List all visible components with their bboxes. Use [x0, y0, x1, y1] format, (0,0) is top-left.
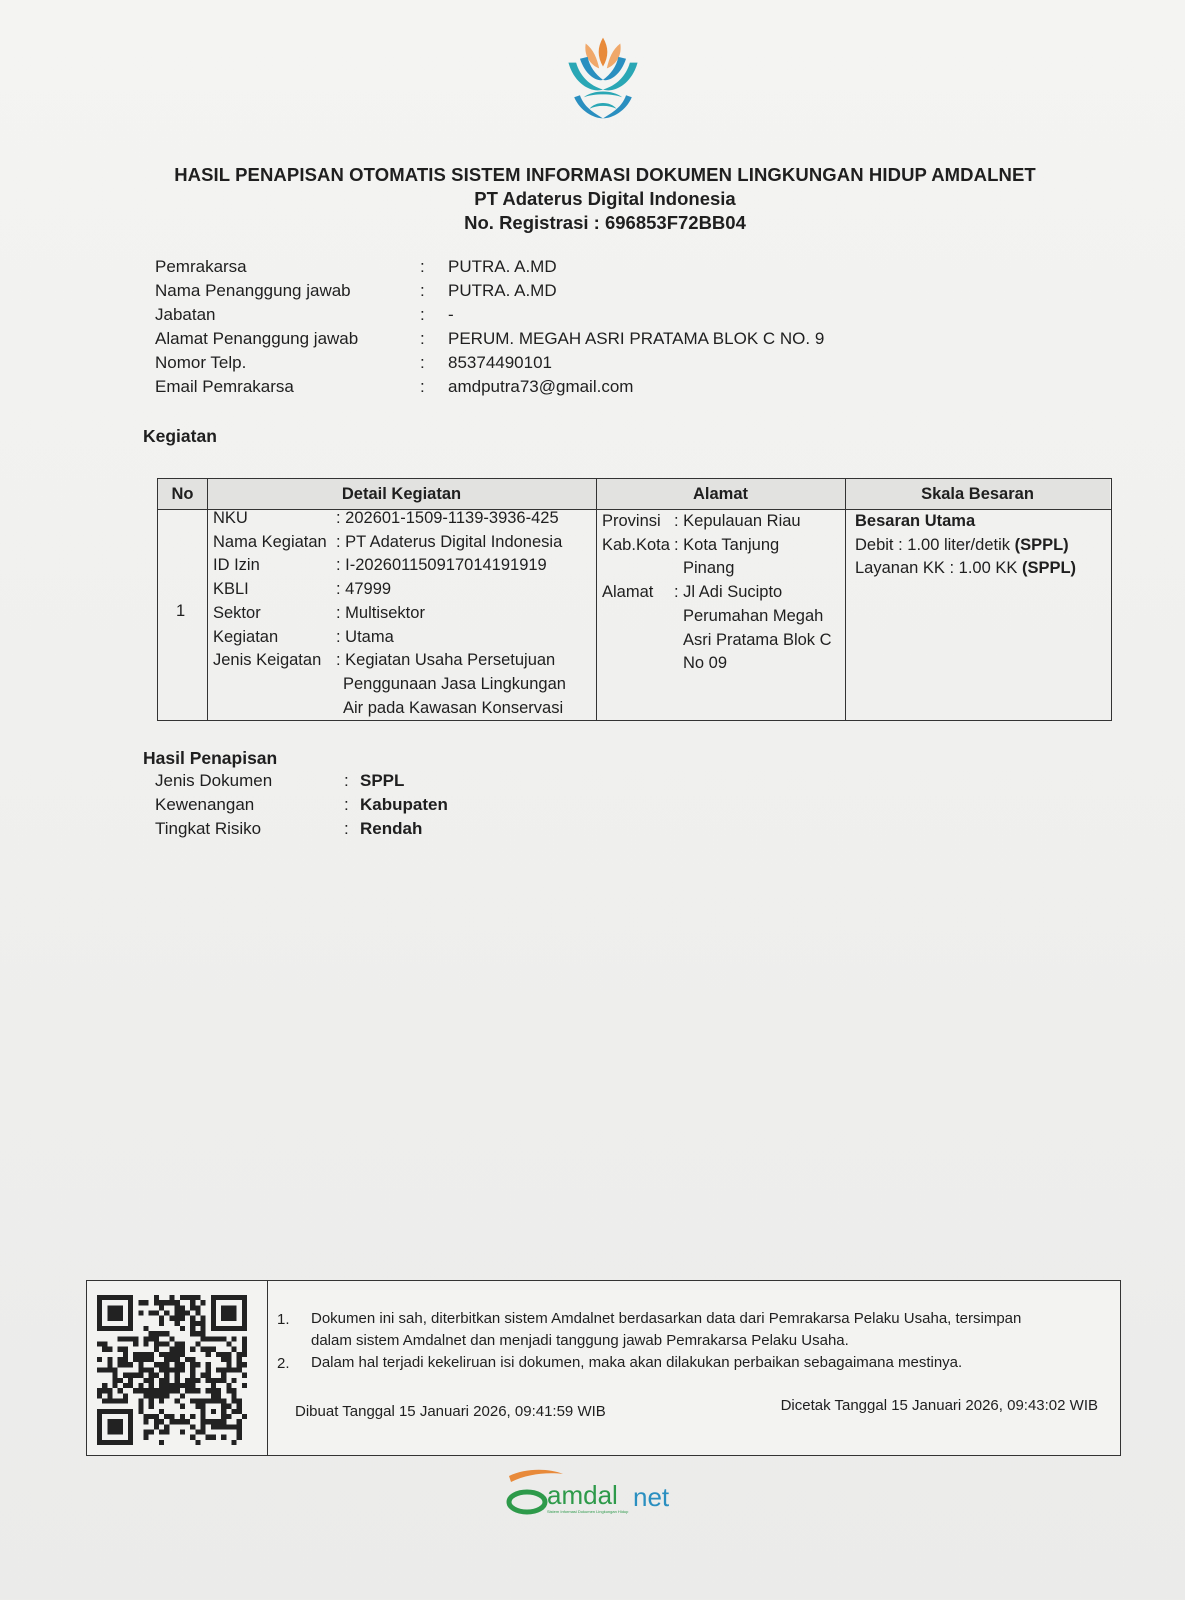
skala-debit — [855, 534, 1069, 558]
hasil-label: Jenis Dokumen — [155, 771, 273, 790]
table-divider — [845, 479, 846, 720]
info-colon: : — [420, 353, 425, 372]
kegiatan-table — [157, 478, 1112, 721]
hasil-value: Kabupaten — [360, 795, 448, 814]
skala-debit-tag: (SPPL) — [1014, 535, 1069, 554]
alamat-value-continued: Asri Pratama Blok C — [683, 630, 832, 649]
detail-label: Sektor — [213, 603, 261, 622]
info-colon: : — [420, 281, 425, 300]
info-value: 85374490101 — [448, 353, 553, 372]
detail-value: : 202601-1509-1139-3936-425 — [336, 509, 559, 527]
alamat-label: Alamat — [602, 583, 654, 602]
document-title: HASIL PENAPISAN OTOMATIS SISTEM INFORMASI DOKUMEN LINGKUNGAN HIDUP AMDALNET — [174, 164, 1036, 185]
info-colon: : — [420, 377, 425, 396]
alamat-label: Kab.Kota — [602, 535, 670, 554]
hasil-colon: : — [344, 795, 349, 814]
skala-title: Besaran Utama — [855, 512, 976, 530]
table-divider — [207, 479, 208, 720]
footer-divider — [267, 1281, 268, 1455]
alamat-value: : Kepulauan Riau — [674, 512, 801, 530]
alamat-value-continued: No 09 — [683, 654, 728, 673]
footer-validation-box — [86, 1280, 1121, 1456]
detail-value-continued: Penggunaan Jasa Lingkungan — [343, 674, 566, 693]
note-line: dalam sistem Amdalnet dan menjadi tanggung jawab Pemrakarsa Pelaku Usaha. — [311, 1332, 849, 1349]
skala-debit-text: Debit : 1.00 liter/detik — [855, 535, 1015, 554]
info-colon: : — [420, 257, 425, 276]
info-label: Alamat Penanggung jawab — [155, 329, 359, 348]
note-number: 1. — [277, 1311, 290, 1328]
brand-tagline: Sistem Informasi Dokumen Lingkungan Hidup — [547, 1509, 629, 1514]
hasil-value: SPPL — [360, 771, 405, 790]
hasil-heading: Hasil Penapisan — [143, 748, 278, 768]
hasil-value: Rendah — [360, 819, 423, 838]
qr-code-icon — [97, 1295, 247, 1445]
hasil-colon: : — [344, 771, 349, 790]
info-colon: : — [420, 329, 425, 348]
info-label: Jabatan — [155, 305, 216, 324]
kegiatan-heading: Kegiatan — [143, 426, 217, 446]
detail-value: : I-20260115091701419191​9 — [336, 556, 547, 575]
info-label: Pemrakarsa — [155, 257, 247, 276]
detail-label: NKU — [213, 509, 248, 527]
detail-value: : PT Adaterus Digital Indonesia — [336, 532, 563, 551]
note-line: Dokumen ini sah, diterbitkan sistem Amdalnet berdasarkan data dari Pemrakarsa Pelaku Usaha, tersimpan — [311, 1310, 1022, 1327]
created-date: Dibuat Tanggal 15 Januari 2026, 09:41:59 WIB — [295, 1403, 606, 1420]
printed-date: Dicetak Tanggal 15 Januari 2026, 09:43:02 WIB — [780, 1397, 1098, 1414]
alamat-value: : Kota Tanjung — [674, 535, 780, 554]
detail-value-continued: Air pada Kawasan Konservasi — [343, 698, 564, 717]
brand-name-secondary: net — [633, 1482, 670, 1512]
detail-label: Jenis Keigatan — [213, 651, 322, 670]
detail-value: : 47999 — [336, 580, 392, 599]
detail-label: KBLI — [213, 580, 249, 599]
hasil-colon: : — [344, 819, 349, 838]
hasil-label: Tingkat Risiko — [155, 819, 262, 838]
note-number: 2. — [277, 1355, 290, 1372]
alamat-value-continued: Pinang — [683, 559, 735, 578]
alamat-value: : Jl Adi Sucipto — [674, 583, 783, 602]
table-header-skala: Skala Besaran — [845, 479, 1110, 509]
brand-name-primary: amdal — [547, 1480, 618, 1510]
skala-layanan-text: Layanan KK : 1.00 KK — [855, 559, 1022, 578]
table-header-detail: Detail Kegiatan — [207, 479, 596, 509]
ministry-logo-icon — [555, 30, 651, 126]
info-value: amdputra73@gmail.com — [448, 377, 634, 396]
info-value: PUTRA. A.MD — [448, 257, 557, 276]
hasil-label: Kewenangan — [155, 795, 255, 814]
registration-number: No. Registrasi : 696853F72BB04 — [464, 212, 746, 233]
detail-label: ID Izin — [213, 556, 260, 575]
skala-layanan-tag: (SPPL) — [1021, 559, 1077, 578]
detail-label: Kegiatan — [213, 627, 279, 646]
note-line: Dalam hal terjadi kekeliruan isi dokumen, maka akan dilakukan perbaikan sebagaimana mestinya. — [311, 1354, 963, 1371]
detail-value: : Utama — [336, 627, 394, 646]
table-row-number: 1 — [176, 602, 186, 620]
info-value: PUTRA. A.MD — [448, 281, 557, 300]
info-label: Nama Penanggung jawab — [155, 281, 351, 300]
info-value: PERUM. MEGAH ASRI PRATAMA BLOK C NO. 9 — [448, 329, 825, 348]
table-header-alamat: Alamat — [596, 479, 845, 509]
table-divider — [596, 479, 597, 720]
info-colon: : — [420, 305, 425, 324]
skala-layanan — [855, 557, 1076, 581]
info-label: Email Pemrakarsa — [155, 377, 294, 396]
info-value: - — [448, 305, 454, 324]
amdalnet-logo-icon — [505, 1468, 705, 1516]
detail-value: : Kegiatan Usaha Persetujuan — [336, 651, 556, 670]
info-label: Nomor Telp. — [155, 353, 247, 372]
alamat-label: Provinsi — [602, 512, 661, 530]
table-header-no: No — [158, 479, 207, 509]
detail-value: : Multisektor — [336, 603, 425, 622]
detail-label: Nama Kegiatan — [213, 532, 327, 551]
company-name: PT Adaterus Digital Indonesia — [474, 188, 736, 209]
alamat-value-continued: Perumahan Megah — [683, 606, 824, 625]
